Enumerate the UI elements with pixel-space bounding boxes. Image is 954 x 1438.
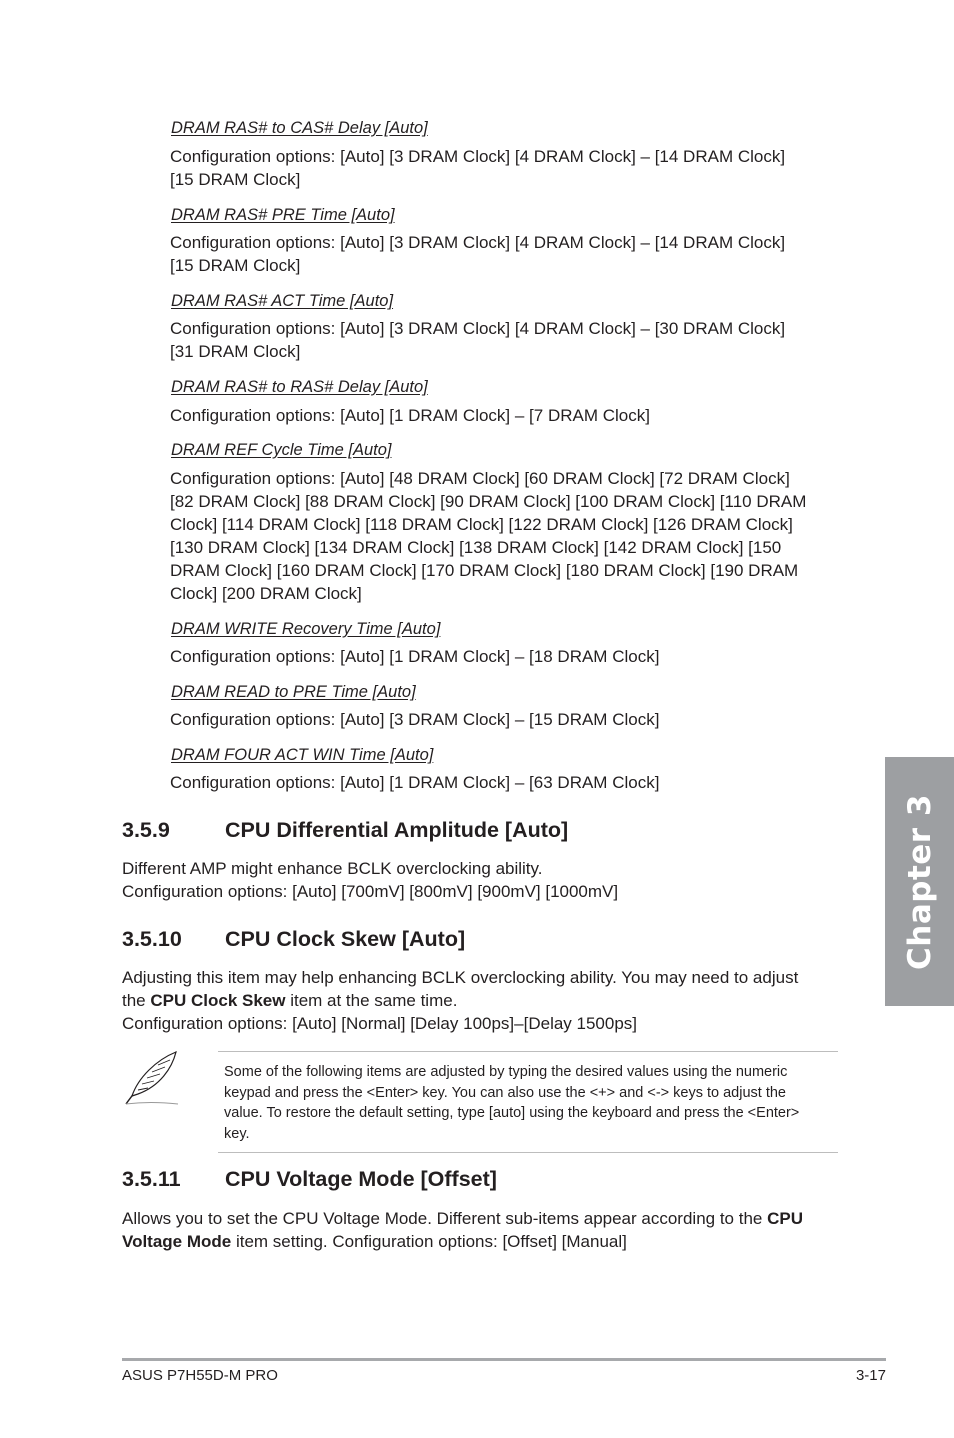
item-description: Configuration options: [Auto] [3 DRAM Clock] [4 DRAM Clock] – [30 DRAM Clock] [31 DRAM Clock] [170, 319, 786, 361]
section-body-3-5-9: Different AMP might enhance BCLK overclocking ability. Configuration options: [Auto] [700mV] [800mV] [900mV] [1000mV] [122, 859, 619, 901]
footer-product-name: ASUS P7H55D-M PRO [122, 1367, 278, 1384]
note-bottom-rule [218, 1152, 838, 1153]
item-description: Configuration options: [Auto] [1 DRAM Clock] – [18 DRAM Clock] [170, 647, 660, 666]
item-description: Configuration options: [Auto] [3 DRAM Clock] [4 DRAM Clock] – [14 DRAM Clock] [15 DRAM Clock] [170, 147, 786, 189]
item-description: Configuration options: [Auto] [3 DRAM Clock] – [15 DRAM Clock] [170, 710, 660, 729]
section-body-3-5-10: Adjusting this item may help enhancing BCLK overclocking ability. You may need to adjust the CPU Clock Skew item at the same time. Configuration options: [Auto] [Normal] [Delay 100ps]–[Delay 1500ps] [122, 968, 799, 1033]
section-heading-3-5-9: 3.5.9 CPU Differential Amplitude [Auto] [122, 818, 569, 842]
footer-rule [122, 1358, 886, 1361]
item-title: DRAM RAS# ACT Time [Auto] [171, 292, 394, 310]
note-top-rule [218, 1051, 838, 1052]
chapter-label: Chapter 3 [901, 793, 938, 970]
item-title: DRAM RAS# PRE Time [Auto] [171, 206, 395, 224]
section-heading-3-5-11: 3.5.11 CPU Voltage Mode [Offset] [122, 1167, 497, 1191]
item-description: Configuration options: [Auto] [48 DRAM Clock] [60 DRAM Clock] [72 DRAM Clock] [82 DRAM Clock] [88 DRAM Clock] [90 DRAM Clock] [100 DRAM Clock] [110 DRAM Clock] [114 DRAM Clock] [118 DRAM Clock] [122 DRAM Clock] [126 DRAM Clock] [130 DRAM Clock] [134 DRAM Clock] [138 DRAM Clock] [142 DRAM Clock] [150 DRAM Clock] [160 DRAM Clock] [170 DRAM Clock] [180 DRAM Clock] [190 DRAM Clock] [200 DRAM Clock] [170, 469, 807, 603]
item-description: Configuration options: [Auto] [3 DRAM Clock] [4 DRAM Clock] – [14 DRAM Clock] [15 DRAM Clock] [170, 233, 786, 275]
item-title: DRAM READ to PRE Time [Auto] [171, 683, 416, 701]
section-heading-3-5-10: 3.5.10 CPU Clock Skew [Auto] [122, 927, 466, 951]
chapter-tab [885, 757, 954, 1006]
note-text: Some of the following items are adjusted by typing the desired values using the numeric keypad and press the <Enter> key. You can also use the <+> and <-> keys to adjust the value. To restore the default setting, type [auto] using the keyboard and press the <Enter> key. [224, 1064, 800, 1142]
item-description: Configuration options: [Auto] [1 DRAM Clock] – [63 DRAM Clock] [170, 773, 660, 792]
item-title: DRAM FOUR ACT WIN Time [Auto] [171, 746, 434, 764]
item-title: DRAM WRITE Recovery Time [Auto] [171, 620, 441, 638]
feather-pen-icon [122, 1050, 180, 1108]
section-body-3-5-11: Allows you to set the CPU Voltage Mode. Different sub-items appear according to the CPU Voltage Mode item setting. Configuration options: [Offset] [Manual] [122, 1209, 803, 1251]
item-title: DRAM REF Cycle Time [Auto] [171, 441, 392, 459]
item-description: Configuration options: [Auto] [1 DRAM Clock] – [7 DRAM Clock] [170, 406, 650, 425]
footer-page-number: 3-17 [855, 1367, 886, 1384]
item-title: DRAM RAS# to CAS# Delay [Auto] [171, 119, 428, 137]
item-title: DRAM RAS# to RAS# Delay [Auto] [171, 378, 428, 396]
